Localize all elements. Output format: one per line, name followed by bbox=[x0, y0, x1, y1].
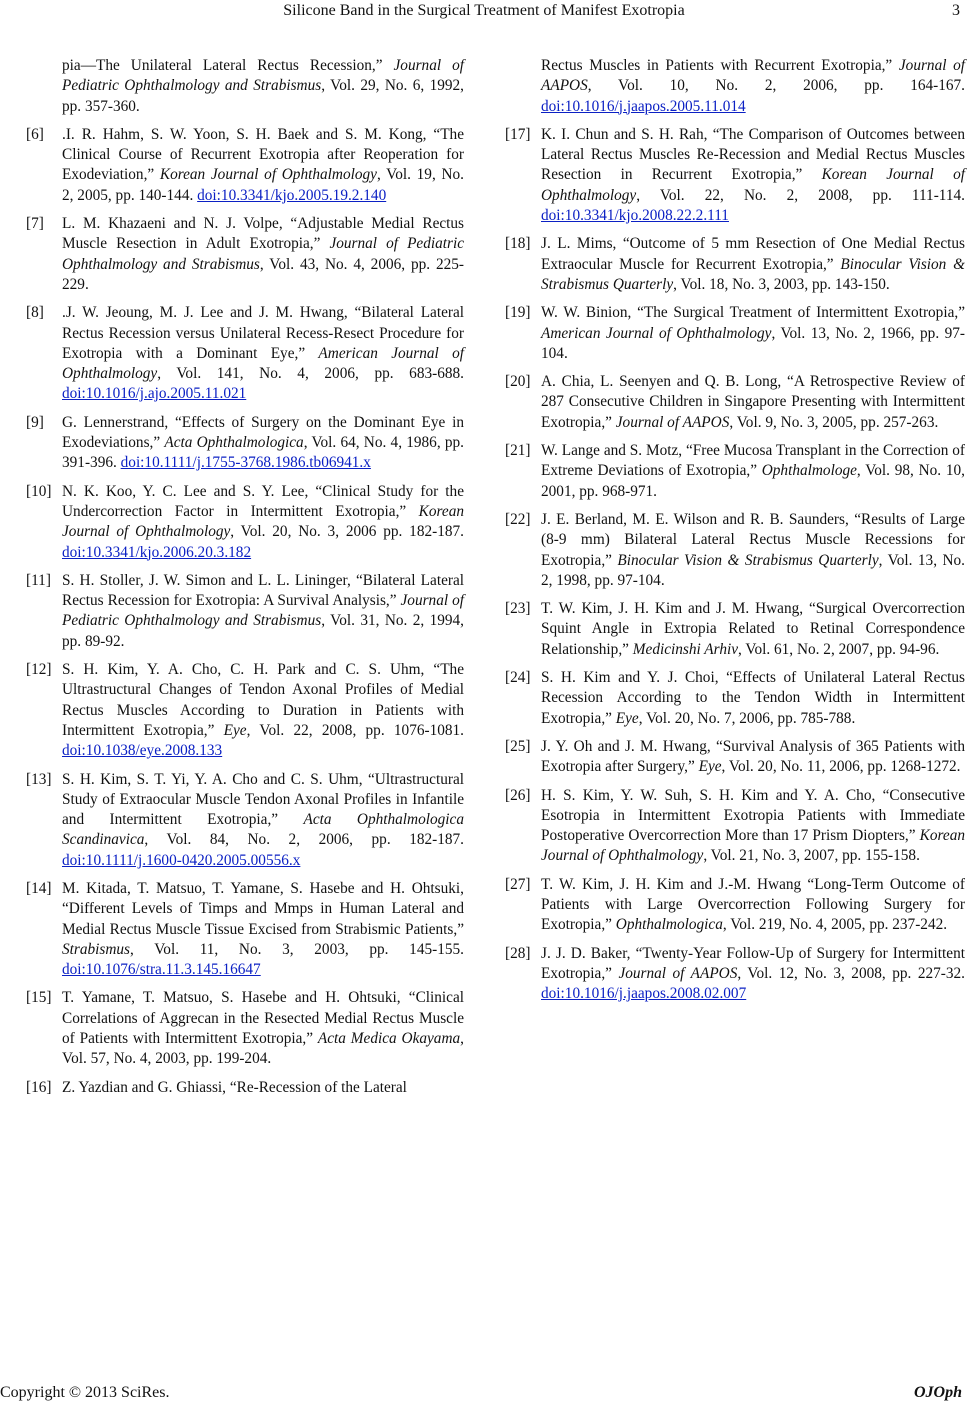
journal-title: Journal of Pediatric Ophthalmology and Strabismus bbox=[62, 235, 464, 273]
reference-text: T. Yamane, T. Matsuo, S. Hasebe and H. Ohtsuki, “Clinical Correlations of Aggrecan in the Resected Medial Rectus Muscle of Patients with Intermittent Exotropia,” bbox=[62, 989, 464, 1048]
reference-item bbox=[26, 413, 464, 474]
reference-number: [14] bbox=[26, 879, 52, 897]
reference-item bbox=[505, 944, 965, 1005]
reference-text: W. W. Binion, “The Surgical Treatment of Intermittent Exotropia,” bbox=[541, 304, 965, 322]
right-column bbox=[505, 56, 965, 1012]
reference-text: A. Chia, L. Seenyen and Q. B. Long, “A Retrospective Review of 287 Consecutive Children in Singapore Presenting with Intermittent Exotropia,” bbox=[541, 373, 965, 431]
reference-body bbox=[62, 879, 464, 980]
reference-text: , Vol. 57, No. 4, 2003, pp. 199-204. bbox=[62, 1030, 464, 1068]
journal-title: Korean Journal of Ophthalmology bbox=[62, 502, 464, 541]
reference-item bbox=[26, 482, 464, 563]
doi-link[interactable]: doi:10.1016/j.ajo.2005.11.021 bbox=[62, 385, 247, 403]
reference-text: , Vol. 43, No. 4, 2006, pp. 225-229. bbox=[62, 255, 464, 293]
reference-text: , Vol. 20, No. 11, 2006, pp. 1268-1272. bbox=[721, 758, 961, 776]
reference-text: L. M. Khazaeni and N. J. Volpe, “Adjustable Medial Rectus Muscle Resection in Adult Exotropia,” bbox=[62, 215, 464, 253]
doi-link[interactable]: doi:10.3341/kjo.2005.19.2.140 bbox=[197, 186, 387, 204]
reference-continuation bbox=[26, 56, 464, 117]
journal-title: Journal of Pediatric Ophthalmology and Strabismus bbox=[62, 592, 464, 630]
reference-number: [10] bbox=[26, 482, 52, 500]
reference-text: , Vol. 22, 2008, pp. 1076-1081. bbox=[246, 721, 465, 739]
reference-text: , Vol. 84, No. 2, 2006, pp. 182-187. bbox=[144, 831, 464, 849]
reference-body bbox=[62, 571, 464, 652]
journal-title: Journal of AAPOS bbox=[615, 413, 730, 431]
reference-text: Z. Yazdian and G. Ghiassi, “Re-Recession of the Lateral bbox=[62, 1078, 407, 1096]
journal-title: American Journal of Ophthalmology bbox=[62, 344, 464, 383]
reference-body bbox=[541, 303, 965, 364]
reference-item bbox=[505, 372, 965, 433]
reference-body bbox=[62, 770, 464, 871]
reference-number: [18] bbox=[505, 235, 531, 253]
reference-text: , Vol. 20, No. 7, 2006, pp. 785-788. bbox=[638, 709, 856, 727]
reference-item bbox=[26, 303, 464, 404]
reference-body bbox=[541, 786, 965, 867]
reference-text: J. E. Berland, M. E. Wilson and R. B. Saunders, “Results of Large (8-9 mm) Bilateral Lateral Rectus Muscle Recessions for Exotropia,” bbox=[541, 510, 965, 569]
reference-text: , Vol. 18, No. 3, 2003, pp. 143-150. bbox=[673, 275, 890, 293]
reference-number: [7] bbox=[26, 215, 44, 233]
reference-item bbox=[505, 599, 965, 660]
journal-title: Binocular Vision & Strabismus Quarterly bbox=[617, 551, 879, 569]
reference-number: [17] bbox=[505, 125, 531, 143]
reference-body bbox=[62, 988, 464, 1069]
reference-text: , Vol. 10, No. 2, 2006, pp. 164-167. bbox=[587, 77, 965, 95]
journal-title: Eye bbox=[615, 709, 639, 727]
reference-item bbox=[505, 125, 965, 226]
reference-text: N. K. Koo, Y. C. Lee and S. Y. Lee, “Clinical Study for the Undercorrection Factor in Intermittent Exotropia,” bbox=[62, 482, 464, 520]
reference-item bbox=[26, 988, 464, 1069]
reference-text: , Vol. 98, No. 10, 2001, pp. 968-971. bbox=[541, 462, 965, 500]
reference-number: [15] bbox=[26, 989, 52, 1007]
reference-body bbox=[541, 125, 965, 226]
reference-body bbox=[541, 875, 965, 936]
reference-body bbox=[541, 234, 965, 295]
reference-item bbox=[26, 879, 464, 980]
left-column bbox=[26, 56, 464, 1106]
journal-title: Ophthalmologe bbox=[761, 462, 857, 480]
reference-text: S. H. Kim, Y. A. Cho, C. H. Park and C. S. Uhm, “The Ultrastructural Changes of Tendon Axonal Profiles of Medial Rectus Muscles According to Duration in Patients with Intermittent Exotropia,” bbox=[62, 661, 464, 739]
journal-title: Journal of AAPOS bbox=[618, 964, 738, 982]
reference-text: , Vol. 64, No. 4, 1986, pp. 391-396. bbox=[62, 434, 464, 472]
reference-text: , Vol. 61, No. 2, 2007, pp. 94-96. bbox=[738, 640, 940, 658]
reference-body bbox=[62, 1078, 464, 1098]
journal-title: Korean Journal of Ophthalmology bbox=[541, 827, 965, 865]
reference-text: J. Y. Oh and J. M. Hwang, “Survival Analysis of 365 Patients with Exotropia after Surgery,” bbox=[541, 737, 965, 776]
reference-text: , Vol. 141, No. 4, 2006, pp. 683-688. bbox=[157, 365, 464, 383]
journal-title: Acta Medica Okayama bbox=[317, 1030, 461, 1048]
reference-item bbox=[26, 571, 464, 652]
reference-item bbox=[505, 786, 965, 867]
doi-link[interactable]: doi:10.1038/eye.2008.133 bbox=[62, 742, 223, 760]
reference-continuation bbox=[505, 56, 965, 117]
journal-title: American Journal of Ophthalmology bbox=[541, 324, 772, 342]
reference-body bbox=[541, 441, 965, 502]
page-number: 3 bbox=[952, 2, 960, 19]
reference-body bbox=[62, 125, 464, 206]
reference-text: J. L. Mims, “Outcome of 5 mm Resection of One Medial Rectus Extraocular Muscle for Recurrent Exotropia,” bbox=[541, 235, 965, 273]
reference-number: [20] bbox=[505, 373, 531, 391]
journal-title: Medicinshi Arhiv bbox=[632, 640, 739, 658]
doi-link[interactable]: doi:10.1111/j.1755-3768.1986.tb06941.x bbox=[120, 454, 371, 472]
journal-title: Korean Journal of Ophthalmology bbox=[159, 166, 377, 184]
reference-body bbox=[541, 944, 965, 1005]
doi-link[interactable]: doi:10.1016/j.jaapos.2008.02.007 bbox=[541, 985, 747, 1003]
journal-abbrev: OJOph bbox=[913, 1384, 962, 1401]
reference-text: , Vol. 12, No. 3, 2008, pp. 227-32. bbox=[737, 964, 965, 982]
reference-body bbox=[62, 413, 464, 474]
doi-link[interactable]: doi:10.3341/kjo.2006.20.3.182 bbox=[62, 543, 252, 561]
reference-text: T. W. Kim, J. H. Kim and J. M. Hwang, “Surgical Overcorrection Squint Angle in Extropia Related to Retinal Correspondence Relationship,” bbox=[541, 600, 965, 658]
doi-link[interactable]: doi:10.1016/j.jaapos.2005.11.014 bbox=[541, 97, 746, 115]
reference-item bbox=[505, 668, 965, 729]
reference-number: [9] bbox=[26, 413, 44, 431]
reference-number: [23] bbox=[505, 600, 531, 618]
reference-body bbox=[62, 303, 464, 404]
reference-text: pia—The Unilateral Lateral Rectus Recession,” bbox=[62, 57, 394, 74]
reference-text: S. H. Kim and Y. J. Choi, “Effects of Unilateral Lateral Rectus Recession According to the Tendon Width in Intermittent Exotropia,” bbox=[541, 669, 965, 727]
reference-text: .I. R. Hahm, S. W. Yoon, S. H. Baek and S. M. Kong, “The Clinical Course of Recurrent Exotropia after Reoperation for Exodeviation,” bbox=[62, 125, 464, 184]
reference-number: [8] bbox=[26, 304, 44, 322]
reference-item bbox=[26, 1078, 464, 1098]
doi-link[interactable]: doi:10.1111/j.1600-0420.2005.00556.x bbox=[62, 851, 301, 869]
reference-body bbox=[541, 668, 965, 729]
reference-body bbox=[62, 660, 464, 761]
reference-text: , Vol. 22, No. 2, 2008, pp. 111-114. bbox=[636, 186, 965, 204]
reference-text: S. H. Kim, S. T. Yi, Y. A. Cho and C. S. Uhm, “Ultrastructural Study of Extraocular Muscle Tendon Axonal Profiles in Infantile and Intermittent Exotropia,” bbox=[62, 770, 464, 829]
reference-text: S. H. Stoller, J. W. Simon and L. L. Lininger, “Bilateral Lateral Rectus Recession for Exotropia: A Survival Analysis,” bbox=[62, 571, 464, 610]
reference-number: [26] bbox=[505, 786, 531, 804]
reference-item bbox=[505, 441, 965, 502]
reference-body bbox=[62, 214, 464, 295]
reference-item bbox=[505, 875, 965, 936]
reference-text: M. Kitada, T. Matsuo, T. Yamane, S. Hasebe and H. Ohtsuki, “Different Levels of Timps and Mmps in Human Lateral and Medial Rectus Muscle Tissue Excised from Strabismic Patients,” bbox=[62, 879, 464, 938]
reference-number: [13] bbox=[26, 770, 52, 788]
reference-body bbox=[541, 510, 965, 591]
reference-text: J. J. D. Baker, “Twenty-Year Follow-Up of Surgery for Intermittent Exotropia,” bbox=[541, 944, 965, 982]
reference-number: [16] bbox=[26, 1078, 52, 1096]
journal-title: Eye bbox=[698, 758, 722, 776]
reference-number: [21] bbox=[505, 442, 531, 460]
reference-text: , Vol. 219, No. 4, 2005, pp. 237-242. bbox=[722, 916, 948, 934]
reference-text: T. W. Kim, J. H. Kim and J.-M. Hwang “Long-Term Outcome of Patients with Large Overcorrection Following Surgery for Exotropia,” bbox=[541, 875, 965, 934]
journal-title: Journal of Pediatric Ophthalmology and Strabismus bbox=[62, 57, 465, 95]
reference-item bbox=[505, 510, 965, 591]
doi-link[interactable]: doi:10.3341/kjo.2008.22.2.111 bbox=[541, 207, 729, 225]
journal-title: Korean Journal of Ophthalmology bbox=[541, 166, 965, 204]
reference-number: [27] bbox=[505, 875, 531, 893]
reference-text: , Vol. 13, No. 2, 1998, pp. 97-104. bbox=[541, 551, 965, 589]
reference-item bbox=[26, 770, 464, 871]
journal-title: Ophthalmologica bbox=[615, 916, 723, 934]
journal-title: Strabismus bbox=[62, 940, 130, 958]
reference-item bbox=[26, 660, 464, 761]
copyright: Copyright © 2013 SciRes. bbox=[0, 1384, 170, 1401]
reference-number: [12] bbox=[26, 661, 52, 679]
reference-number: [22] bbox=[505, 510, 531, 528]
reference-text: , Vol. 21, No. 3, 2007, pp. 155-158. bbox=[703, 847, 920, 865]
reference-text: H. S. Kim, Y. W. Suh, S. H. Kim and Y. A. Cho, “Consecutive Esotropia in Intermittent Exotropia Patients with Immediate Postoperative Overcorrection More than 17 Prism Diopters,” bbox=[541, 786, 965, 845]
reference-text: , Vol. 9, No. 3, 2005, pp. 257-263. bbox=[729, 413, 939, 431]
reference-text: , Vol. 19, No. 2, 2005, pp. 140-144. bbox=[62, 166, 464, 204]
reference-text: , Vol. 11, No. 3, 2003, pp. 145-155. bbox=[130, 940, 464, 958]
journal-title: Journal of AAPOS bbox=[541, 57, 965, 95]
reference-number: [28] bbox=[505, 944, 531, 962]
reference-item bbox=[26, 125, 464, 206]
journal-title: Acta Ophthalmologica Scandinavica bbox=[62, 811, 464, 849]
reference-item bbox=[26, 214, 464, 295]
reference-text: .J. W. Jeoung, M. J. Lee and J. M. Hwang, “Bilateral Lateral Rectus Recession versus Unilateral Recess-Resect Procedure for Exotropia with a Dominant Eye,” bbox=[62, 304, 464, 362]
reference-item bbox=[505, 737, 965, 778]
reference-text: , Vol. 20, No. 3, 2006 pp. 182-187. bbox=[230, 523, 464, 541]
journal-title: Eye bbox=[223, 721, 247, 739]
reference-text: , Vol. 31, No. 2, 1994, pp. 89-92. bbox=[62, 612, 465, 650]
reference-text: W. Lange and S. Motz, “Free Mucosa Transplant in the Correction of Extreme Deviations of Exotropia,” bbox=[541, 442, 965, 480]
reference-body bbox=[62, 482, 464, 563]
reference-body bbox=[541, 599, 965, 660]
reference-body bbox=[541, 372, 965, 433]
reference-number: [25] bbox=[505, 737, 531, 755]
journal-title: Acta Ophthalmologica bbox=[164, 434, 304, 452]
reference-item bbox=[505, 303, 965, 364]
reference-number: [19] bbox=[505, 304, 531, 322]
reference-text: , Vol. 29, No. 6, 1992, pp. 357-360. bbox=[62, 77, 465, 115]
reference-item bbox=[505, 234, 965, 295]
reference-text: Rectus Muscles in Patients with Recurrent Exotropia,” bbox=[541, 57, 899, 74]
reference-number: [6] bbox=[26, 125, 44, 143]
running-header: Silicone Band in the Surgical Treatment of Manifest Exotropia bbox=[283, 2, 685, 19]
reference-text: G. Lennerstrand, “Effects of Surgery on the Dominant Eye in Exodeviations,” bbox=[62, 413, 464, 452]
reference-text: K. I. Chun and S. H. Rah, “The Comparison of Outcomes between Lateral Rectus Muscles Re-Recession and Medial Rectus Muscles Resection in Recurrent Exotropia,” bbox=[541, 125, 965, 184]
reference-body bbox=[541, 737, 965, 778]
journal-title: Binocular Vision & Strabismus Quarterly bbox=[541, 255, 965, 293]
doi-link[interactable]: doi:10.1076/stra.11.3.145.16647 bbox=[62, 961, 261, 979]
reference-number: [24] bbox=[505, 669, 531, 687]
reference-number: [11] bbox=[26, 571, 51, 589]
reference-text: , Vol. 13, No. 2, 1966, pp. 97-104. bbox=[541, 324, 965, 362]
